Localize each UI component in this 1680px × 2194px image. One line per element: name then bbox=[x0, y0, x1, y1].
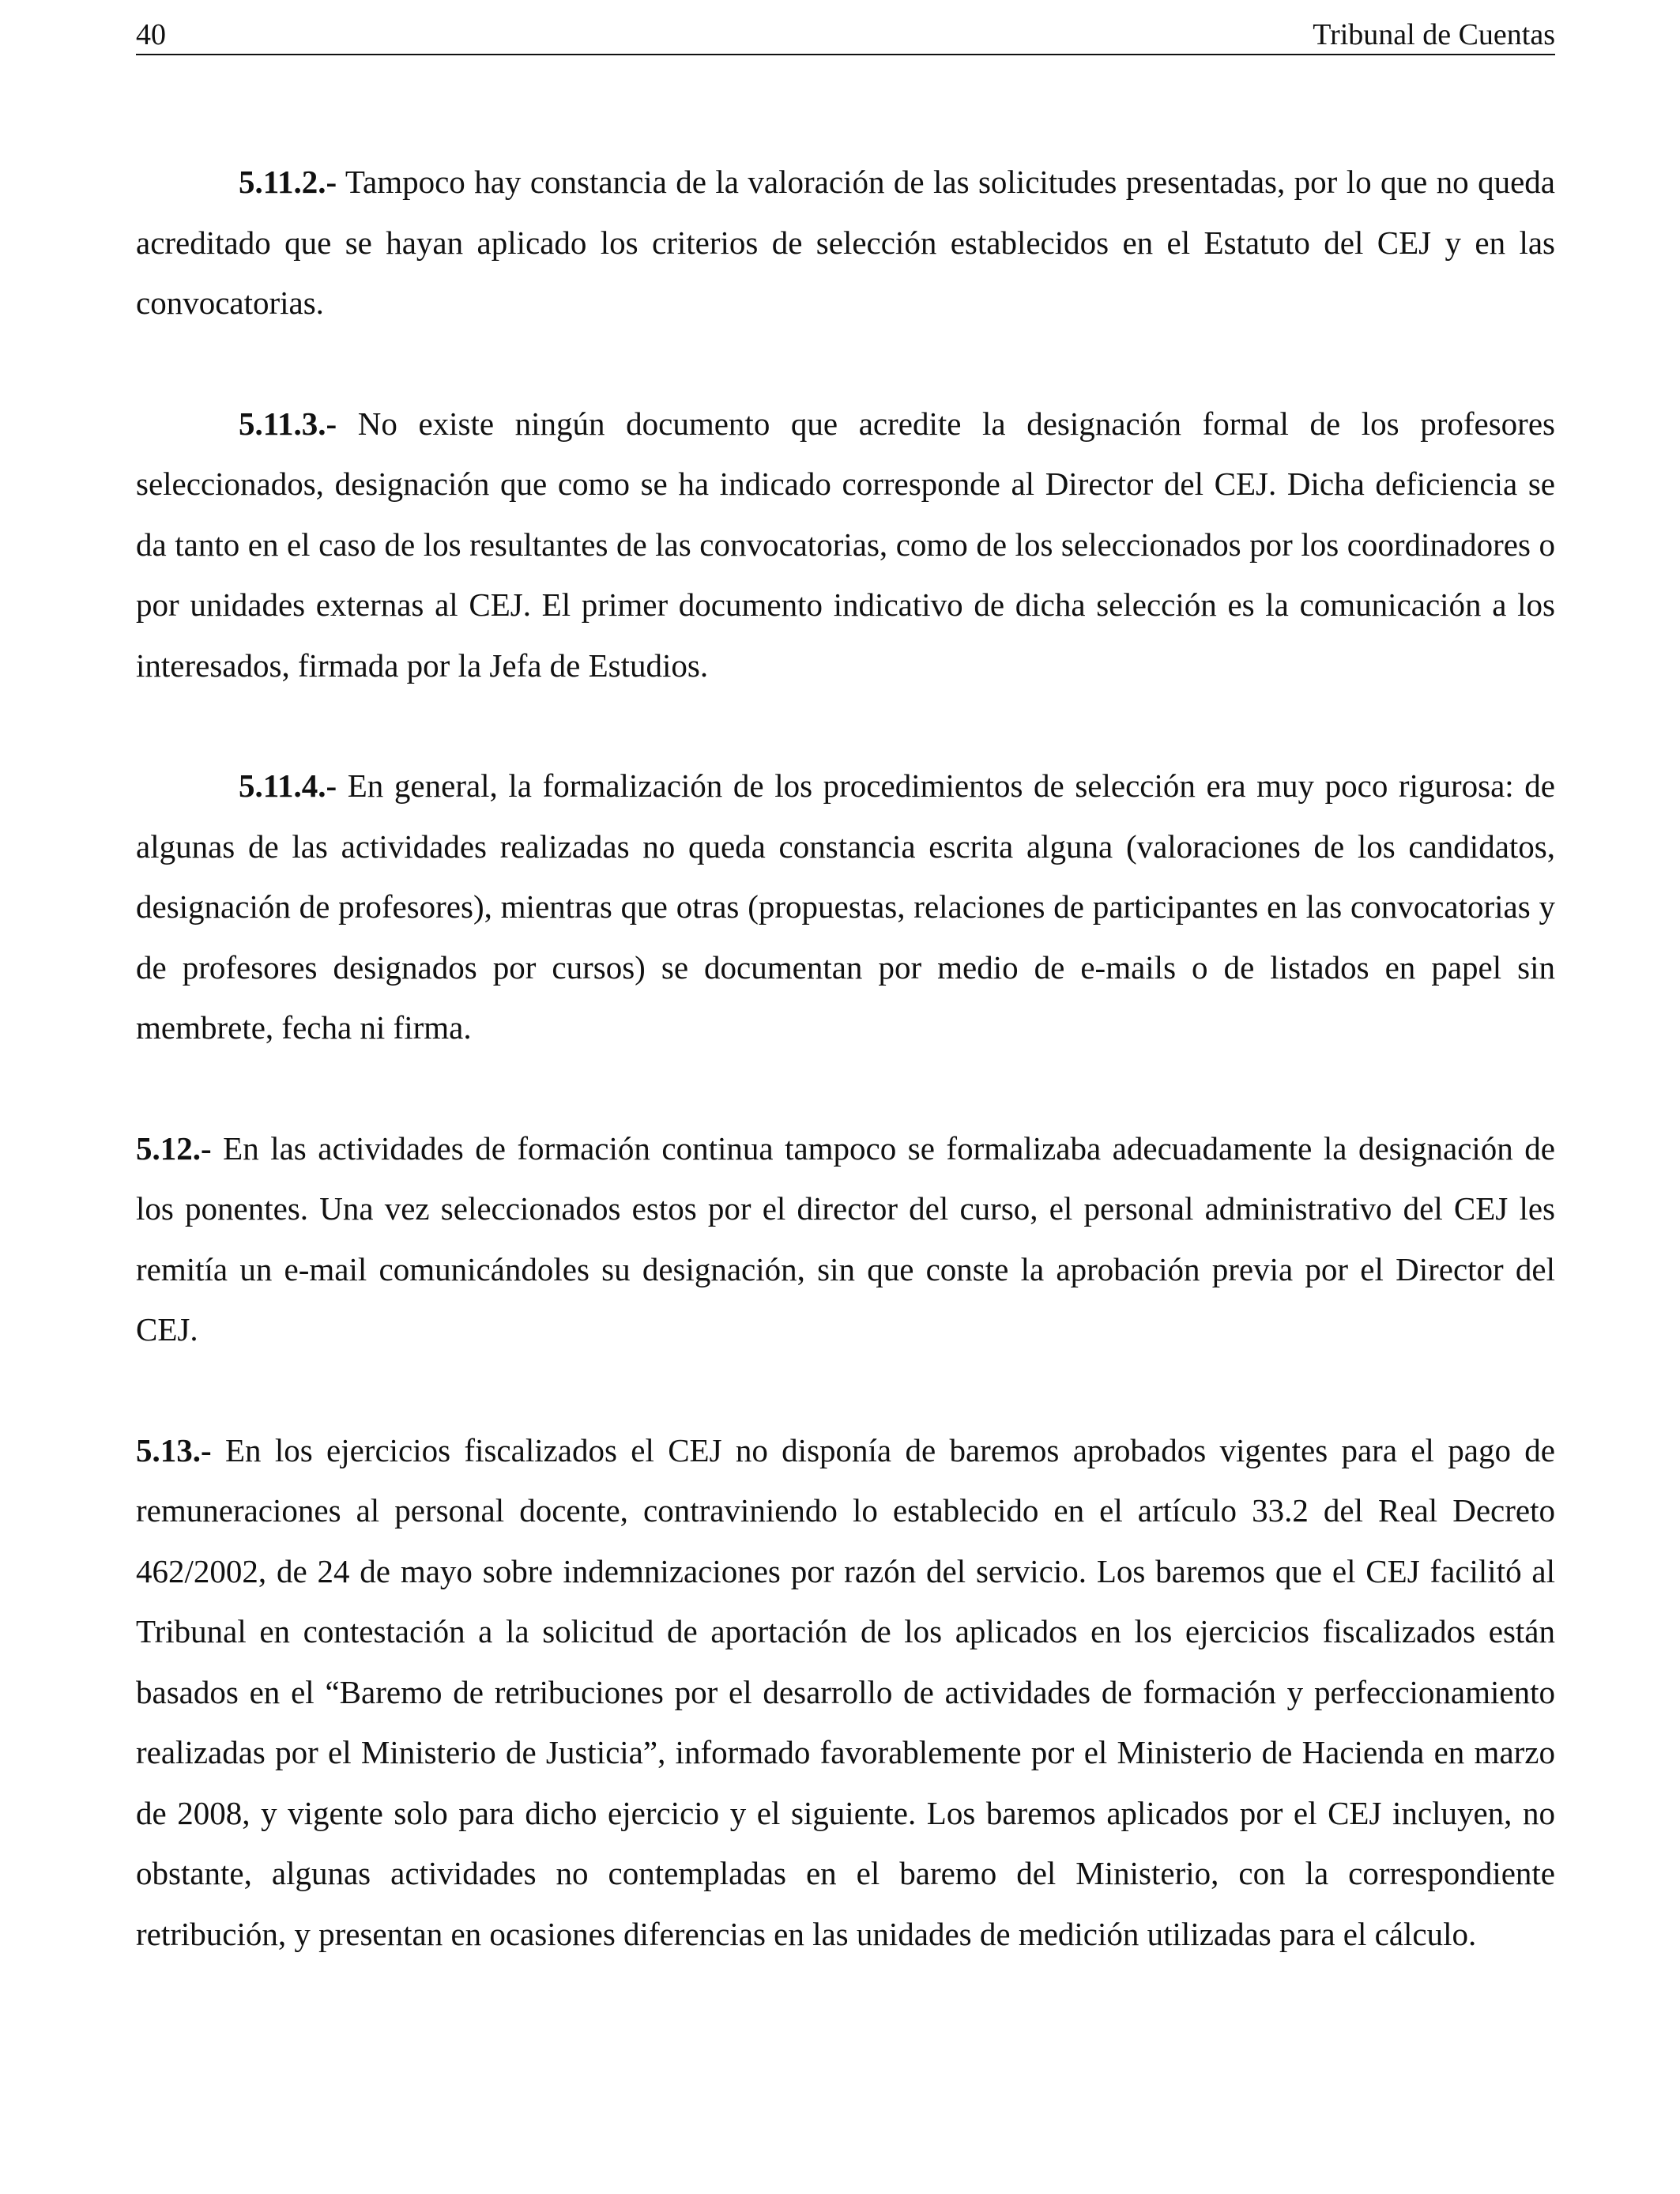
paragraph-text: Tampoco hay constancia de la valoración de las solicitudes presentadas, por lo que no queda acreditado que se hayan aplicado los criterios de selección establecidos en el Estatuto del CEJ y en las convocatorias. bbox=[136, 164, 1555, 321]
paragraph-text: No existe ningún documento que acredite la designación formal de los profesores seleccionados, designación que como se ha indicado corresponde al Director del CEJ. Dicha deficiencia se da tanto en el caso de los resultantes de las convocatorias, como de los seleccionados por los coordinadores o por unidades externas al CEJ. El primer documento indicativo de dicha selección es la comunicación a los interesados, firmada por la Jefa de Estudios. bbox=[136, 405, 1555, 684]
paragraph-5-11-3 bbox=[136, 394, 1555, 696]
paragraph-number: 5.11.3.- bbox=[239, 405, 337, 442]
paragraph-number: 5.11.2.- bbox=[239, 164, 337, 200]
paragraph-number: 5.13.- bbox=[136, 1431, 212, 1468]
paragraph-5-12 bbox=[136, 1118, 1555, 1360]
paragraph-text: En general, la formalización de los procedimientos de selección era muy poco rigurosa: de algunas de las actividades realizadas no queda constancia escrita alguna (valoraciones de los candidatos, designación de profesores), mientras que otras (propuestas, relaciones de participantes en las convocatorias y de profesores designados por cursos) se documentan por medio de e-mails o de listados en papel sin membrete, fecha ni firma. bbox=[136, 767, 1555, 1046]
paragraph-number: 5.12.- bbox=[136, 1129, 212, 1167]
page-number: 40 bbox=[136, 18, 166, 51]
paragraph-text: En los ejercicios fiscalizados el CEJ no disponía de baremos aprobados vigentes para el pago de remuneraciones al personal docente, contraviniendo lo establecido en el artículo 33.2 del Real Decreto 462/2002, de 24 de mayo sobre indemnizaciones por razón del servicio. Los baremos que el CEJ facilitó al Tribunal en contestación a la solicitud de aportación de los aplicados en los ejercicios fiscalizados están basados en el “Baremo de retribuciones por el desarrollo de actividades de formación y perfeccionamiento realizadas por el Ministerio de Justicia”, informado favorablemente por el Ministerio de Hacienda en marzo de 2008, y vigente solo para dicho ejercicio y el siguiente. Los baremos aplicados por el CEJ incluyen, no obstante, algunas actividades no contempladas en el baremo del Ministerio, con la correspondiente retribución, y presentan en ocasiones diferencias en las unidades de medición utilizadas para el cálculo. bbox=[136, 1431, 1555, 1952]
paragraph-5-11-2 bbox=[136, 152, 1555, 334]
page-header bbox=[136, 17, 1555, 55]
running-title: Tribunal de Cuentas bbox=[1313, 18, 1555, 51]
paragraph-number: 5.11.4.- bbox=[239, 767, 337, 804]
paragraph-5-13 bbox=[136, 1420, 1555, 1965]
paragraph-text: En las actividades de formación continua tampoco se formalizaba adecuadamente la designación de los ponentes. Una vez seleccionados estos por el director del curso, el personal administrativo del CEJ les remitía un e-mail comunicándoles su designación, sin que conste la aprobación previa por el Director del CEJ. bbox=[136, 1129, 1555, 1348]
page-body bbox=[136, 152, 1555, 2024]
paragraph-5-11-4 bbox=[136, 756, 1555, 1058]
